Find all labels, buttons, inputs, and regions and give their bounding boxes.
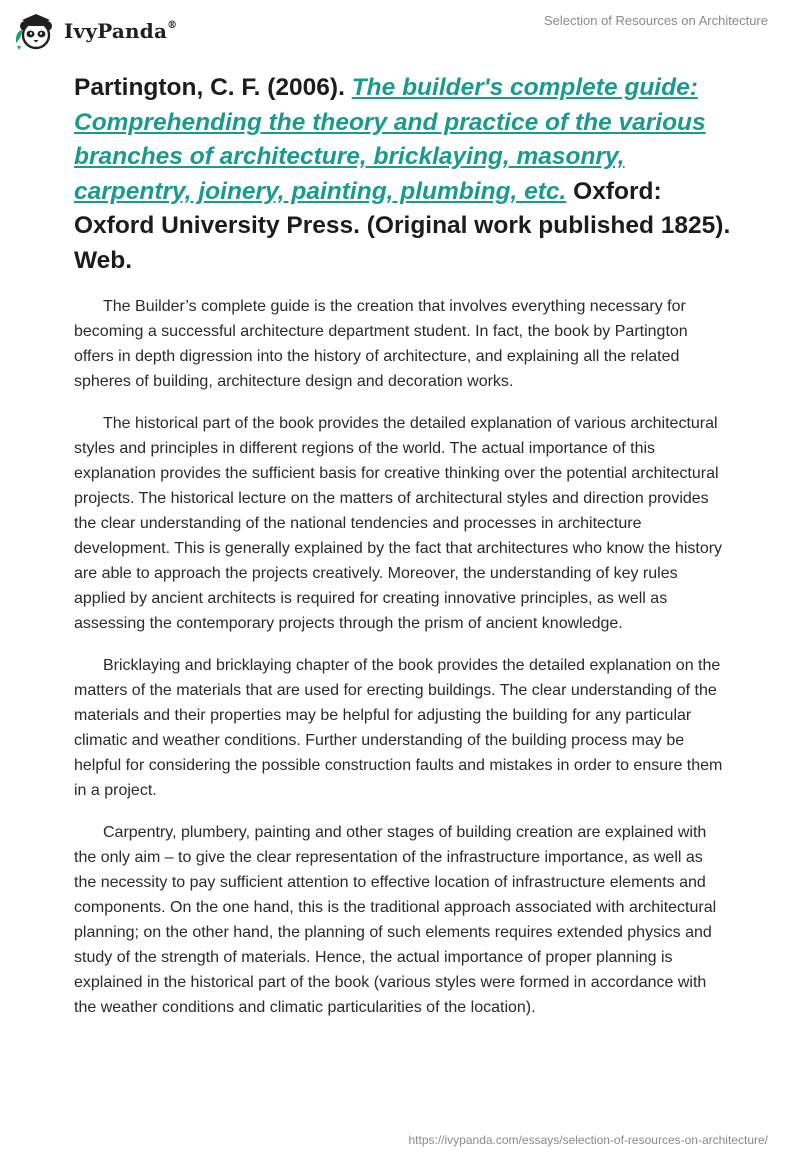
citation-publisher: Oxford: Oxford University Press. (Original work published 1825). Web.	[74, 177, 731, 274]
brand-name: IvyPanda®	[64, 19, 178, 43]
ivypanda-logo[interactable]	[14, 9, 177, 53]
paragraph: Carpentry, plumbery, painting and other stages of building creation are explained with the only aim – to give the clear representation of the infrastructure importance, as well as the necessity to pay sufficient attention to effective location of infrastructure elements and components. On the one hand, this is the traditional approach associated with architectural planning; on the other hand, the planning of such elements requires extended physics and study of the strength of materials. Hence, the actual importance of proper planning is explained in the historical part of the book (various styles were formed in accordance with the weather conditions and climatic particularities of the location).	[74, 824, 717, 1016]
citation-title-link[interactable]: The builder's complete guide: Comprehending the theory and practice of the various branches of architecture, bricklaying, masonry, carpentry, joinery, painting, plumbing, etc.	[74, 74, 706, 205]
citation-authors: Partington, C. F. (2006).	[74, 74, 345, 101]
paragraph: Bricklaying and bricklaying chapter of the book provides the detailed explanation on the matters of the materials that are used for erecting buildings. The clear understanding of the materials and their properties may be helpful for adjusting the building for any particular climatic and weather conditions. Further understanding of the building process may be helpful for considering the possible construction faults and mistakes in order to ensure them in a project.	[74, 657, 723, 799]
source-url[interactable]: https://ivypanda.com/essays/selection-of-resources-on-architecture/	[408, 1133, 768, 1147]
reference-citation	[74, 71, 734, 278]
panda-graduate-logo-icon	[14, 9, 58, 53]
page-header	[0, 0, 800, 60]
paragraph: The Builder’s complete guide is the creation that involves everything necessary for becoming a successful architecture department student. In fact, the book by Partington offers in depth digression into the history of architecture, and explaining all the related spheres of building, architecture design and decoration works.	[74, 298, 688, 390]
annotation-body	[74, 294, 728, 1037]
document-title: Selection of Resources on Architecture	[543, 13, 768, 28]
paragraph: The historical part of the book provides the detailed explanation of various architectural styles and principles in different regions of the world. The actual importance of this explanation provides the sufficient basis for creative thinking over the potential architectural projects. The historical lecture on the matters of architectural styles and direction provides the clear understanding of the national tendencies and processes in architecture development. This is generally explained by the fact that architectures who know the history are able to approach the projects creatively. Moreover, the understanding of key rules applied by ancient architects is required for creating innovative principles, as well as assessing the contemporary projects through the prism of ancient knowledge.	[74, 415, 723, 632]
